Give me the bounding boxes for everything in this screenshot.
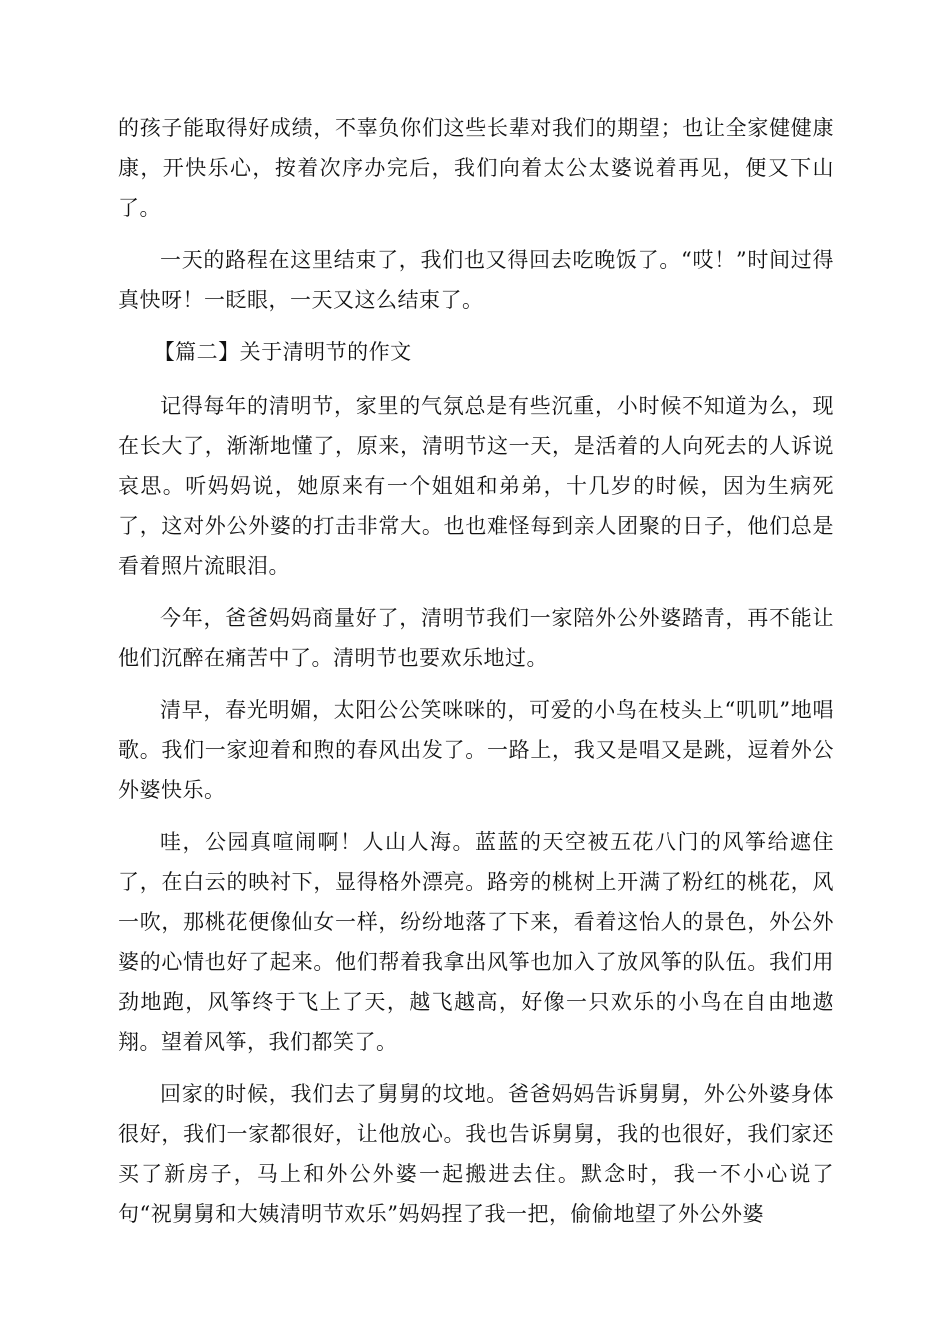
paragraph-memory: 记得每年的清明节，家里的气氛总是有些沉重，小时候不知道为么，现在长大了，渐渐地懂了，原来，清明节这一天，是活着的人向死去的人诉说哀思。听妈妈说，她原来有一个姐姐和弟弟，十几岁的时候，因为生病死了，这对外公外婆的打击非常大。也也难怪每到亲人团聚的日子，他们总是看着照片流眼泪。 [118,394,834,578]
section-heading: 【篇二】关于清明节的作文 [153,340,412,364]
paragraph-day-end: 一天的路程在这里结束了，我们也又得回去吃晚饭了。“哎！”时间过得真快呀！一眨眼，一天又这么结束了。 [118,248,834,312]
paragraph-plan: 今年，爸爸妈妈商量好了，清明节我们一家陪外公外婆踏青，再不能让他们沉醉在痛苦中了。清明节也要欢乐地过。 [118,606,834,670]
document-page [118,108,834,1246]
paragraph-grave: 回家的时候，我们去了舅舅的坟地。爸爸妈妈告诉舅舅，外公外婆身体很好，我们一家都很好，让他放心。我也告诉舅舅，我的也很好，我们家还买了新房子，马上和外公外婆一起搬进去住。默念时，我一不小心说了句“祝舅舅和大姨清明节欢乐”妈妈捏了我一把，偷偷地望了外公外婆 [118,1082,834,1226]
paragraph-continued: 的孩子能取得好成绩，不辜负你们这些长辈对我们的期望；也让全家健健康康，开快乐心，按着次序办完后，我们向着太公太婆说着再见，便又下山了。 [118,116,834,220]
paragraph-morning: 清早，春光明媚，太阳公公笑咪咪的，可爱的小鸟在枝头上“叽叽”地唱歌。我们一家迎着和煦的春风出发了。一路上，我又是唱又是跳，逗着外公外婆快乐。 [118,698,834,802]
paragraph-park: 哇，公园真喧闹啊！人山人海。蓝蓝的天空被五花八门的风筝给遮住了，在白云的映衬下，显得格外漂亮。路旁的桃树上开满了粉红的桃花，风一吹，那桃花便像仙女一样，纷纷地落了下来，看着这怡人的景色，外公外婆的心情也好了起来。他们帮着我拿出风筝也加入了放风筝的队伍。我们用劲地跑，风筝终于飞上了天，越飞越高，好像一只欢乐的小鸟在自由地遨翔。望着风筝，我们都笑了。 [118,830,834,1054]
